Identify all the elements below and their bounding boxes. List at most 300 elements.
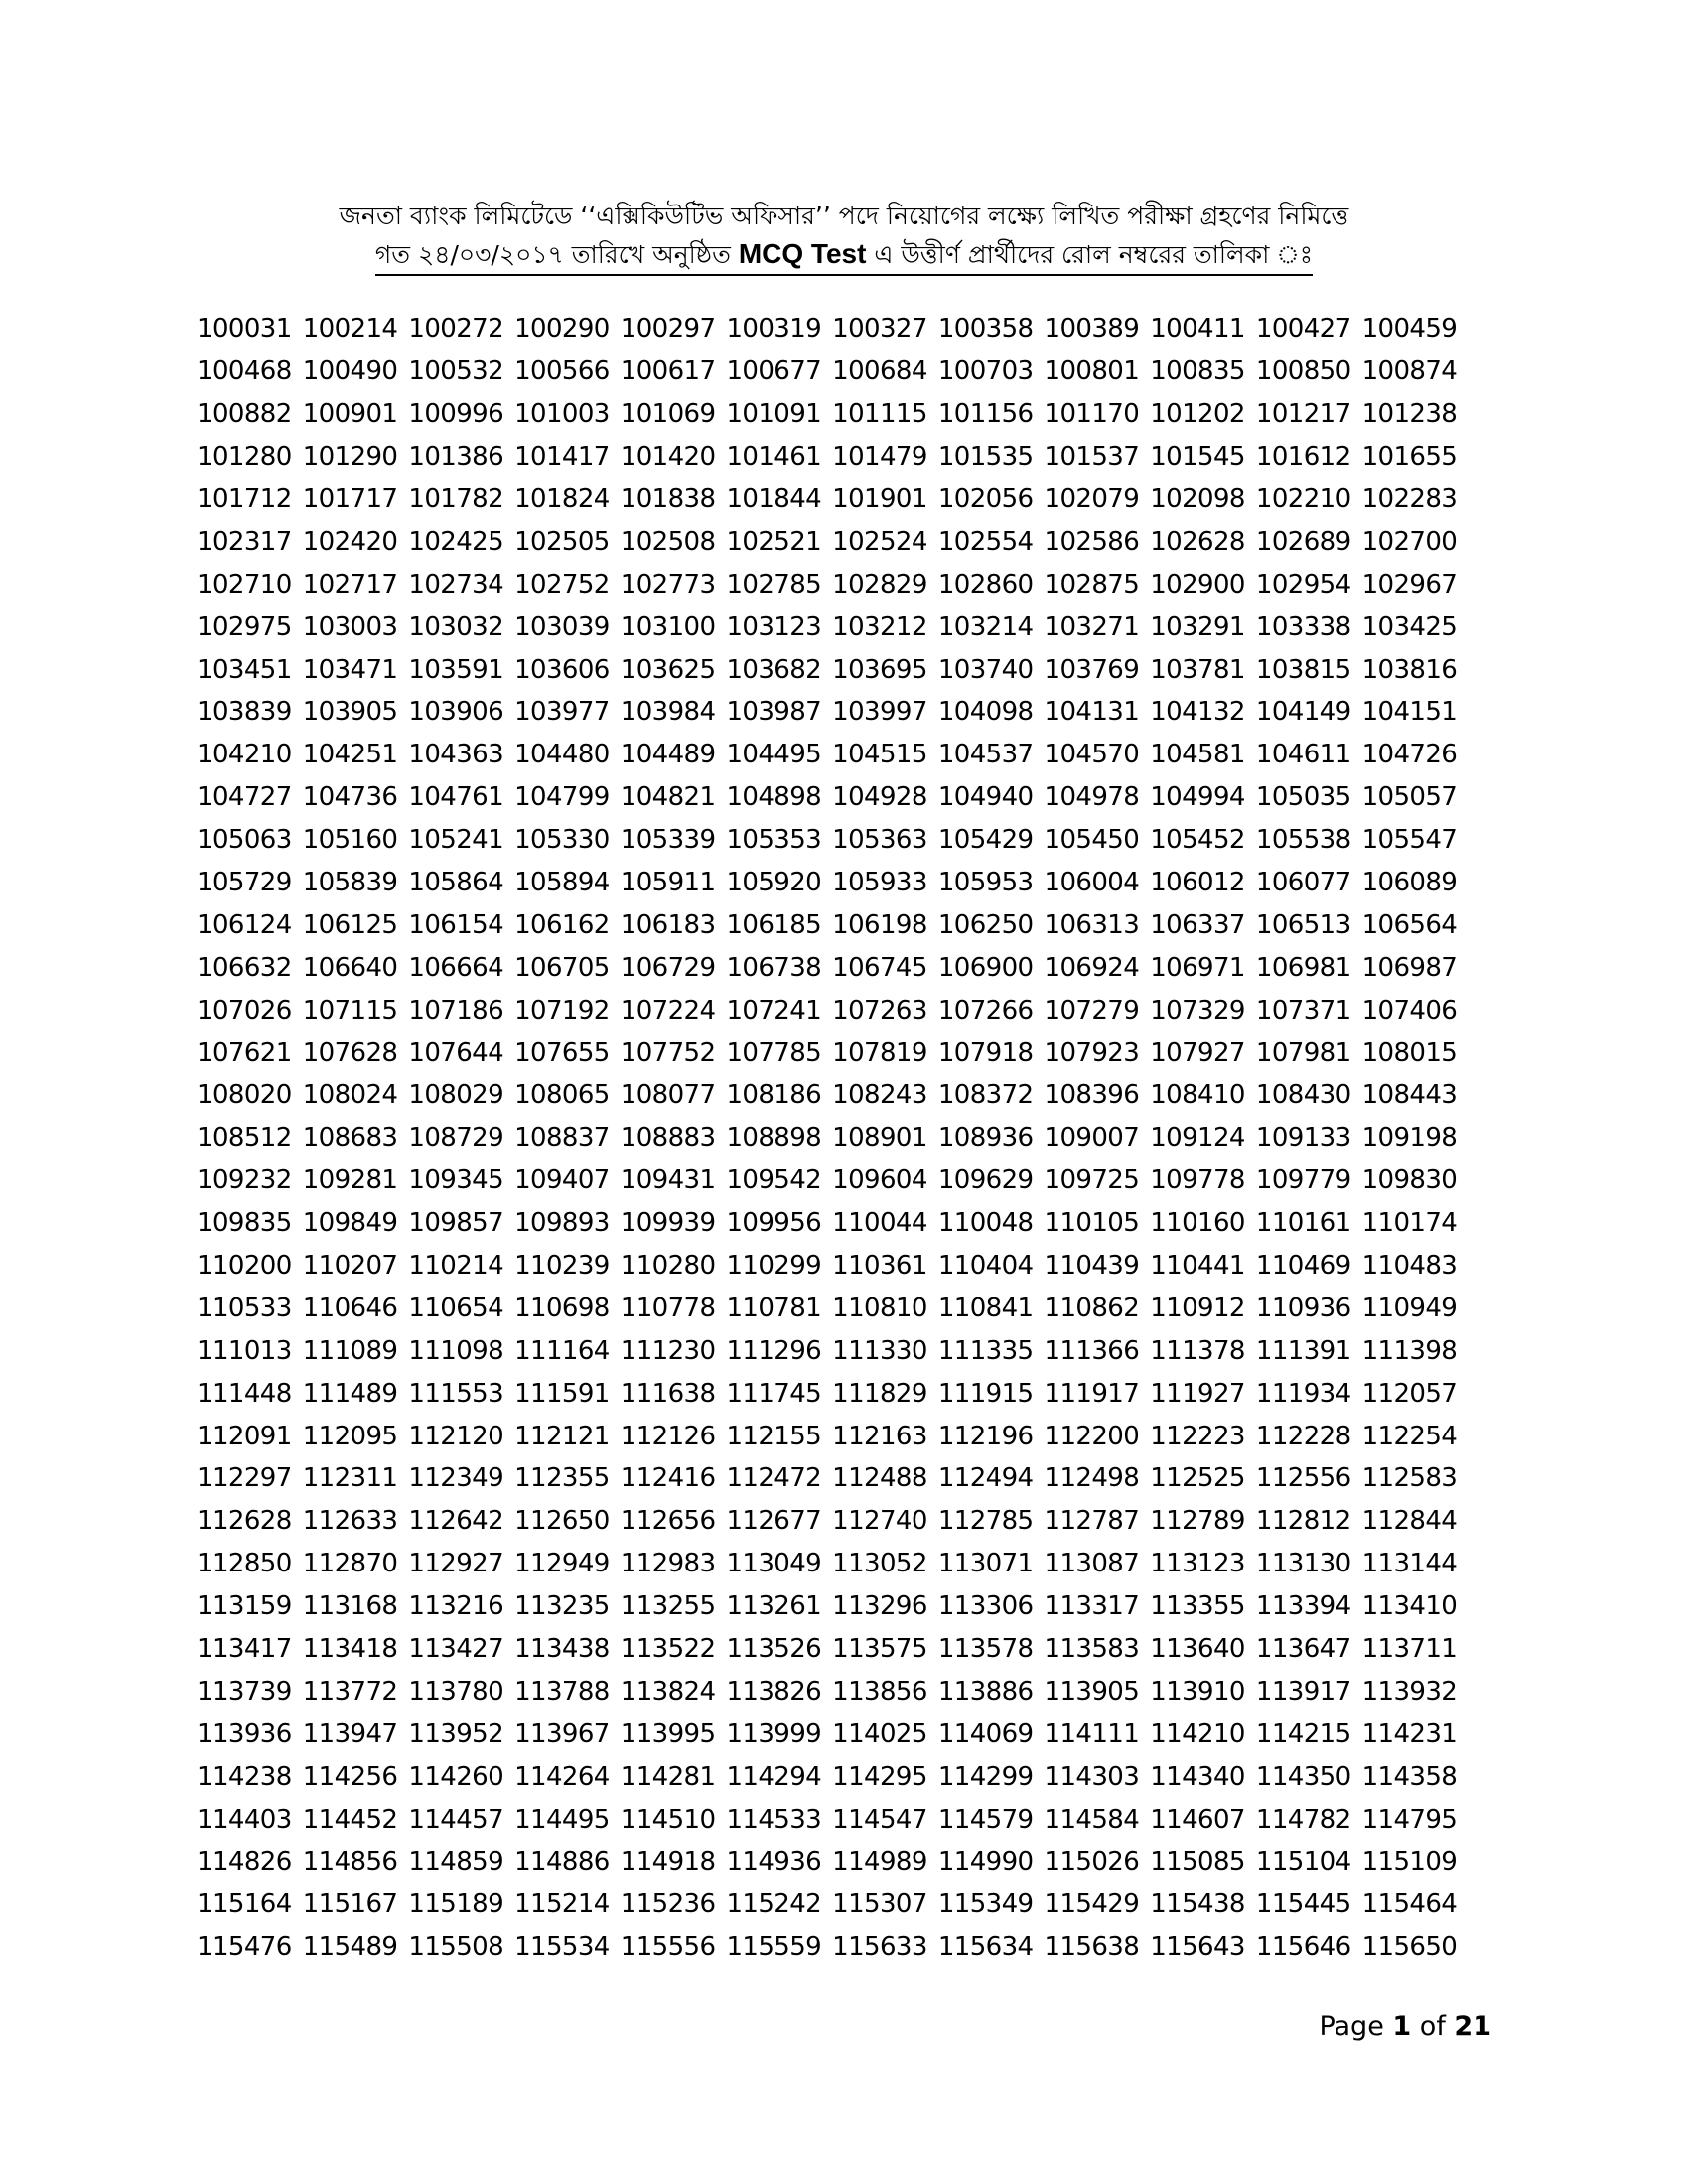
roll-number: 103214: [937, 612, 1034, 642]
roll-number: 109431: [620, 1165, 716, 1196]
roll-number: 108410: [1150, 1080, 1245, 1111]
roll-number: 104495: [726, 740, 822, 770]
roll-number: 110862: [1044, 1293, 1140, 1323]
roll-number: 112927: [408, 1549, 504, 1579]
roll-number: 115349: [937, 1889, 1034, 1920]
roll-number: 111927: [1150, 1378, 1245, 1409]
page-current: 1: [1392, 2011, 1412, 2042]
roll-number: 113255: [620, 1591, 716, 1622]
roll-number: 114294: [726, 1761, 822, 1792]
roll-number: 103769: [1044, 654, 1140, 685]
roll-number: 112120: [408, 1421, 504, 1451]
roll-number: 112740: [832, 1506, 927, 1537]
roll-number: 108077: [620, 1080, 716, 1111]
roll-number: 103451: [197, 654, 292, 685]
roll-number: 104251: [302, 740, 398, 770]
roll-number: 109629: [937, 1165, 1034, 1196]
roll-number: 102056: [937, 484, 1034, 514]
roll-number: 112228: [1255, 1421, 1351, 1451]
roll-number: 112628: [197, 1506, 292, 1537]
roll-number: 104570: [1044, 740, 1140, 770]
roll-number: 102785: [726, 569, 822, 600]
roll-number: 101901: [832, 484, 927, 514]
roll-number: 113932: [1361, 1676, 1458, 1706]
roll-number: 103740: [937, 654, 1034, 685]
roll-row: [197, 1798, 1487, 1841]
roll-number: 110214: [408, 1251, 504, 1282]
roll-row: [197, 1160, 1487, 1202]
roll-number: 114918: [620, 1846, 716, 1877]
roll-number: 104611: [1255, 740, 1351, 770]
roll-number: 102317: [197, 526, 292, 557]
roll-number: 101535: [937, 442, 1034, 473]
roll-number: 105035: [1255, 782, 1351, 813]
roll-number: 112870: [302, 1549, 398, 1579]
roll-number: 114231: [1361, 1718, 1458, 1749]
roll-number: 111489: [302, 1378, 398, 1409]
roll-number: 104736: [302, 782, 398, 813]
roll-number: 107918: [937, 1037, 1034, 1068]
roll-number: 101844: [726, 484, 822, 514]
roll-number: 110912: [1150, 1293, 1245, 1323]
roll-number: 110646: [302, 1293, 398, 1323]
roll-row: [197, 1926, 1487, 1969]
roll-number: 109007: [1044, 1123, 1140, 1154]
roll-number: 111164: [514, 1335, 610, 1366]
roll-number: 105911: [620, 868, 716, 898]
roll-number: 107026: [197, 995, 292, 1025]
roll-number: 103291: [1150, 612, 1245, 642]
roll-number: 113306: [937, 1591, 1034, 1622]
roll-number: 106971: [1150, 952, 1245, 983]
header-title-line-2: [375, 236, 1313, 276]
roll-number: 103816: [1361, 654, 1458, 685]
roll-number: 101386: [408, 442, 504, 473]
roll-number: 107785: [726, 1037, 822, 1068]
roll-number: 106313: [1044, 909, 1140, 940]
roll-number: 100459: [1361, 314, 1458, 344]
roll-number: 113575: [832, 1634, 927, 1665]
roll-number: 109232: [197, 1165, 292, 1196]
roll-number: 100411: [1150, 314, 1245, 344]
roll-number: 106337: [1150, 909, 1245, 940]
roll-number: 100389: [1044, 314, 1140, 344]
roll-number: 102628: [1150, 526, 1245, 557]
roll-number: 100272: [408, 314, 504, 344]
roll-number: 115026: [1044, 1846, 1140, 1877]
roll-number: 106664: [408, 952, 504, 983]
roll-number: 105547: [1361, 825, 1458, 856]
roll-number: 112091: [197, 1421, 292, 1451]
roll-number: 115307: [832, 1889, 927, 1920]
roll-number: 113824: [620, 1676, 716, 1706]
roll-number: 112656: [620, 1506, 716, 1537]
roll-number: 110105: [1044, 1208, 1140, 1239]
roll-number: 107621: [197, 1037, 292, 1068]
roll-number: 108065: [514, 1080, 610, 1111]
roll-number: 106162: [514, 909, 610, 940]
roll-number: 113856: [832, 1676, 927, 1706]
roll-number: 113130: [1255, 1549, 1351, 1579]
roll-number: 102829: [832, 569, 927, 600]
roll-number: 106987: [1361, 952, 1458, 983]
roll-number: 102700: [1361, 526, 1458, 557]
roll-number: 105363: [832, 825, 927, 856]
roll-number: 109849: [302, 1208, 398, 1239]
roll-number: 104726: [1361, 740, 1458, 770]
roll-number: 113995: [620, 1718, 716, 1749]
roll-number: 106185: [726, 909, 822, 940]
roll-number: 114358: [1361, 1761, 1458, 1792]
roll-number: 100850: [1255, 356, 1351, 387]
roll-number: 115489: [302, 1932, 398, 1963]
roll-number: 101545: [1150, 442, 1245, 473]
roll-number: 113739: [197, 1676, 292, 1706]
roll-number: 108837: [514, 1123, 610, 1154]
roll-number: 103997: [832, 697, 927, 728]
roll-number: 111915: [937, 1378, 1034, 1409]
roll-number: 100566: [514, 356, 610, 387]
roll-number: 100468: [197, 356, 292, 387]
roll-row: [197, 1841, 1487, 1883]
roll-number: 115189: [408, 1889, 504, 1920]
roll-number: 109778: [1150, 1165, 1245, 1196]
roll-number: 110654: [408, 1293, 504, 1323]
roll-number: 102554: [937, 526, 1034, 557]
roll-number: 103987: [726, 697, 822, 728]
roll-number: 100801: [1044, 356, 1140, 387]
roll-row: [197, 1117, 1487, 1160]
roll-number: 100297: [620, 314, 716, 344]
roll-number: 113583: [1044, 1634, 1140, 1665]
roll-number: 109542: [726, 1165, 822, 1196]
roll-number: 107927: [1150, 1037, 1245, 1068]
roll-number: 112812: [1255, 1506, 1351, 1537]
roll-number: 104940: [937, 782, 1034, 813]
roll-row: [197, 776, 1487, 819]
roll-number: 112416: [620, 1463, 716, 1494]
roll-number: 114584: [1044, 1804, 1140, 1835]
roll-number: 103682: [726, 654, 822, 685]
roll-number: 115650: [1361, 1932, 1458, 1963]
roll-number: 113788: [514, 1676, 610, 1706]
roll-number: 112949: [514, 1549, 610, 1579]
roll-number: 101115: [832, 399, 927, 430]
roll-number: 103591: [408, 654, 504, 685]
roll-number: 114533: [726, 1804, 822, 1835]
roll-row: [197, 1202, 1487, 1245]
roll-row: [197, 903, 1487, 946]
roll-number: 101717: [302, 484, 398, 514]
roll-number: 100214: [302, 314, 398, 344]
roll-number: 108512: [197, 1123, 292, 1154]
roll-row: [197, 308, 1487, 350]
roll-number: 101612: [1255, 442, 1351, 473]
roll-number: 104581: [1150, 740, 1245, 770]
roll-row: [197, 862, 1487, 904]
roll-number: 113967: [514, 1718, 610, 1749]
roll-number: 104994: [1150, 782, 1245, 813]
roll-number: 114826: [197, 1846, 292, 1877]
roll-number: 113526: [726, 1634, 822, 1665]
roll-row: [197, 1585, 1487, 1628]
roll-number: 101461: [726, 442, 822, 473]
roll-number: 109604: [832, 1165, 927, 1196]
roll-number: 104928: [832, 782, 927, 813]
roll-number: 103977: [514, 697, 610, 728]
roll-number: 108372: [937, 1080, 1034, 1111]
roll-number: 115646: [1255, 1932, 1351, 1963]
roll-number: 100882: [197, 399, 292, 430]
roll-number: 112126: [620, 1421, 716, 1451]
roll-number: 115109: [1361, 1846, 1458, 1877]
roll-row: [197, 606, 1487, 648]
roll-number: 114260: [408, 1761, 504, 1792]
roll-number: 112583: [1361, 1463, 1458, 1494]
roll-number: 114264: [514, 1761, 610, 1792]
roll-number: 105450: [1044, 825, 1140, 856]
header-line-2-suffix: এ উত্তীর্ণ প্রার্থীদের রোল নম্বরের তালিকা ঃ: [866, 240, 1314, 269]
roll-number: 104727: [197, 782, 292, 813]
roll-number: 105429: [937, 825, 1034, 856]
roll-number: 112787: [1044, 1506, 1140, 1537]
roll-number: 115643: [1150, 1932, 1245, 1963]
roll-number: 104978: [1044, 782, 1140, 813]
roll-number: 105330: [514, 825, 610, 856]
roll-number: 113999: [726, 1718, 822, 1749]
roll-number: 100327: [832, 314, 927, 344]
roll-number: 111917: [1044, 1378, 1140, 1409]
roll-number: 105063: [197, 825, 292, 856]
roll-number: 106183: [620, 909, 716, 940]
roll-number: 107644: [408, 1037, 504, 1068]
roll-number: 112494: [937, 1463, 1034, 1494]
roll-number: 114303: [1044, 1761, 1140, 1792]
roll-number: 107279: [1044, 995, 1140, 1025]
roll-number: 103271: [1044, 612, 1140, 642]
roll-number: 114457: [408, 1804, 504, 1835]
roll-number: 101655: [1361, 442, 1458, 473]
roll-number: 110778: [620, 1293, 716, 1323]
roll-number: 100874: [1361, 356, 1458, 387]
roll-number: 108015: [1361, 1037, 1458, 1068]
roll-number: 103032: [408, 612, 504, 642]
roll-number: 100677: [726, 356, 822, 387]
roll-number: 115633: [832, 1932, 927, 1963]
roll-number: 106125: [302, 909, 398, 940]
roll-number: 113522: [620, 1634, 716, 1665]
roll-row: [197, 520, 1487, 563]
roll-number: 113159: [197, 1591, 292, 1622]
roll-number: 115214: [514, 1889, 610, 1920]
roll-number: 110160: [1150, 1208, 1245, 1239]
roll-number: 100703: [937, 356, 1034, 387]
roll-number: 107266: [937, 995, 1034, 1025]
roll-number: 112121: [514, 1421, 610, 1451]
roll-number: 108729: [408, 1123, 504, 1154]
roll-number: 108396: [1044, 1080, 1140, 1111]
roll-number: 107406: [1361, 995, 1458, 1025]
roll-number: 111098: [408, 1335, 504, 1366]
roll-number: 108443: [1361, 1080, 1458, 1111]
roll-number: 105729: [197, 868, 292, 898]
roll-number: 102283: [1361, 484, 1458, 514]
roll-number: 108243: [832, 1080, 927, 1111]
roll-number: 102508: [620, 526, 716, 557]
roll-number: 113355: [1150, 1591, 1245, 1622]
roll-row: [197, 1287, 1487, 1329]
roll-number: 111013: [197, 1335, 292, 1366]
roll-number: 114299: [937, 1761, 1034, 1792]
roll-number: 109857: [408, 1208, 504, 1239]
roll-number: 110239: [514, 1251, 610, 1282]
roll-number: 112983: [620, 1549, 716, 1579]
roll-number: 103905: [302, 697, 398, 728]
roll-number: 114295: [832, 1761, 927, 1792]
roll-number: 113087: [1044, 1549, 1140, 1579]
roll-number: 106729: [620, 952, 716, 983]
roll-number: 106924: [1044, 952, 1140, 983]
roll-number: 115167: [302, 1889, 398, 1920]
roll-row: [197, 350, 1487, 393]
roll-number: 111398: [1361, 1335, 1458, 1366]
roll-number: 107241: [726, 995, 822, 1025]
roll-number: 103839: [197, 697, 292, 728]
roll-number: 104821: [620, 782, 716, 813]
roll-number: 104151: [1361, 697, 1458, 728]
roll-number: 111591: [514, 1378, 610, 1409]
roll-number: 107329: [1150, 995, 1245, 1025]
roll-number: 105839: [302, 868, 398, 898]
roll-number: 111553: [408, 1378, 504, 1409]
roll-number: 101712: [197, 484, 292, 514]
roll-number: 113410: [1361, 1591, 1458, 1622]
roll-row: [197, 1500, 1487, 1543]
roll-number: 100901: [302, 399, 398, 430]
roll-number: 113780: [408, 1676, 504, 1706]
roll-number: 102860: [937, 569, 1034, 600]
roll-number: 111638: [620, 1378, 716, 1409]
roll-number: 107371: [1255, 995, 1351, 1025]
roll-number: 111335: [937, 1335, 1034, 1366]
roll-number: 103606: [514, 654, 610, 685]
roll-number: 110810: [832, 1293, 927, 1323]
roll-number: 110280: [620, 1251, 716, 1282]
roll-number: 114989: [832, 1846, 927, 1877]
roll-number: 104098: [937, 697, 1034, 728]
roll-number: 102079: [1044, 484, 1140, 514]
roll-number: 102875: [1044, 569, 1140, 600]
roll-number: 105452: [1150, 825, 1245, 856]
roll-number: 110207: [302, 1251, 398, 1282]
roll-number: 102975: [197, 612, 292, 642]
roll-number: 108430: [1255, 1080, 1351, 1111]
roll-number: 112200: [1044, 1421, 1140, 1451]
roll-number: 106077: [1255, 868, 1351, 898]
roll-number: 108883: [620, 1123, 716, 1154]
roll-number: 103212: [832, 612, 927, 642]
roll-number: 112163: [832, 1421, 927, 1451]
roll-row: [197, 1543, 1487, 1585]
roll-number: 111378: [1150, 1335, 1245, 1366]
roll-number: 102420: [302, 526, 398, 557]
roll-number: 110841: [937, 1293, 1034, 1323]
roll-number: 105160: [302, 825, 398, 856]
roll-number: 103815: [1255, 654, 1351, 685]
roll-number: 102967: [1361, 569, 1458, 600]
roll-number: 112850: [197, 1549, 292, 1579]
roll-number: 102710: [197, 569, 292, 600]
roll-number: 111391: [1255, 1335, 1351, 1366]
roll-number: 101537: [1044, 442, 1140, 473]
roll-number: 112844: [1361, 1506, 1458, 1537]
roll-number: 103039: [514, 612, 610, 642]
roll-number: 112057: [1361, 1378, 1458, 1409]
roll-number: 104132: [1150, 697, 1245, 728]
roll-number: 112498: [1044, 1463, 1140, 1494]
roll-number: 108936: [937, 1123, 1034, 1154]
roll-number: 110200: [197, 1251, 292, 1282]
roll-number: 114281: [620, 1761, 716, 1792]
roll-row: [197, 946, 1487, 989]
roll-number: 104149: [1255, 697, 1351, 728]
roll-number: 108186: [726, 1080, 822, 1111]
roll-number: 114403: [197, 1804, 292, 1835]
roll-number: 113417: [197, 1634, 292, 1665]
roll-number: 113936: [197, 1718, 292, 1749]
roll-number: 114856: [302, 1846, 398, 1877]
roll-number: 106012: [1150, 868, 1245, 898]
roll-number: 110483: [1361, 1251, 1458, 1282]
roll-number: 111745: [726, 1378, 822, 1409]
roll-number: 113910: [1150, 1676, 1245, 1706]
roll-number: 101479: [832, 442, 927, 473]
roll-number: 111089: [302, 1335, 398, 1366]
roll-number: 109939: [620, 1208, 716, 1239]
roll-number: 109407: [514, 1165, 610, 1196]
roll-row: [197, 1628, 1487, 1671]
roll-number: 108683: [302, 1123, 398, 1154]
roll-number: 101170: [1044, 399, 1140, 430]
roll-number: 107263: [832, 995, 927, 1025]
roll-number: 115104: [1255, 1846, 1351, 1877]
roll-row: [197, 1329, 1487, 1372]
roll-number: 102717: [302, 569, 398, 600]
roll-number: 109198: [1361, 1123, 1458, 1154]
roll-number: 101417: [514, 442, 610, 473]
roll-row: [197, 989, 1487, 1031]
roll-number: 115445: [1255, 1889, 1351, 1920]
roll-number: 113049: [726, 1549, 822, 1579]
roll-number: 107819: [832, 1037, 927, 1068]
roll-number: 115164: [197, 1889, 292, 1920]
roll-number: 110044: [832, 1208, 927, 1239]
roll-number: 105894: [514, 868, 610, 898]
roll-row: [197, 1074, 1487, 1117]
roll-row: [197, 1755, 1487, 1798]
roll-number: 114579: [937, 1804, 1034, 1835]
roll-number: 109281: [302, 1165, 398, 1196]
roll-number: 102521: [726, 526, 822, 557]
roll-number: 104799: [514, 782, 610, 813]
roll-number: 105339: [620, 825, 716, 856]
roll-number: 113216: [408, 1591, 504, 1622]
roll-number: 109956: [726, 1208, 822, 1239]
roll-number: 112355: [514, 1463, 610, 1494]
roll-number: 107752: [620, 1037, 716, 1068]
roll-number: 115634: [937, 1932, 1034, 1963]
roll-number: 104131: [1044, 697, 1140, 728]
